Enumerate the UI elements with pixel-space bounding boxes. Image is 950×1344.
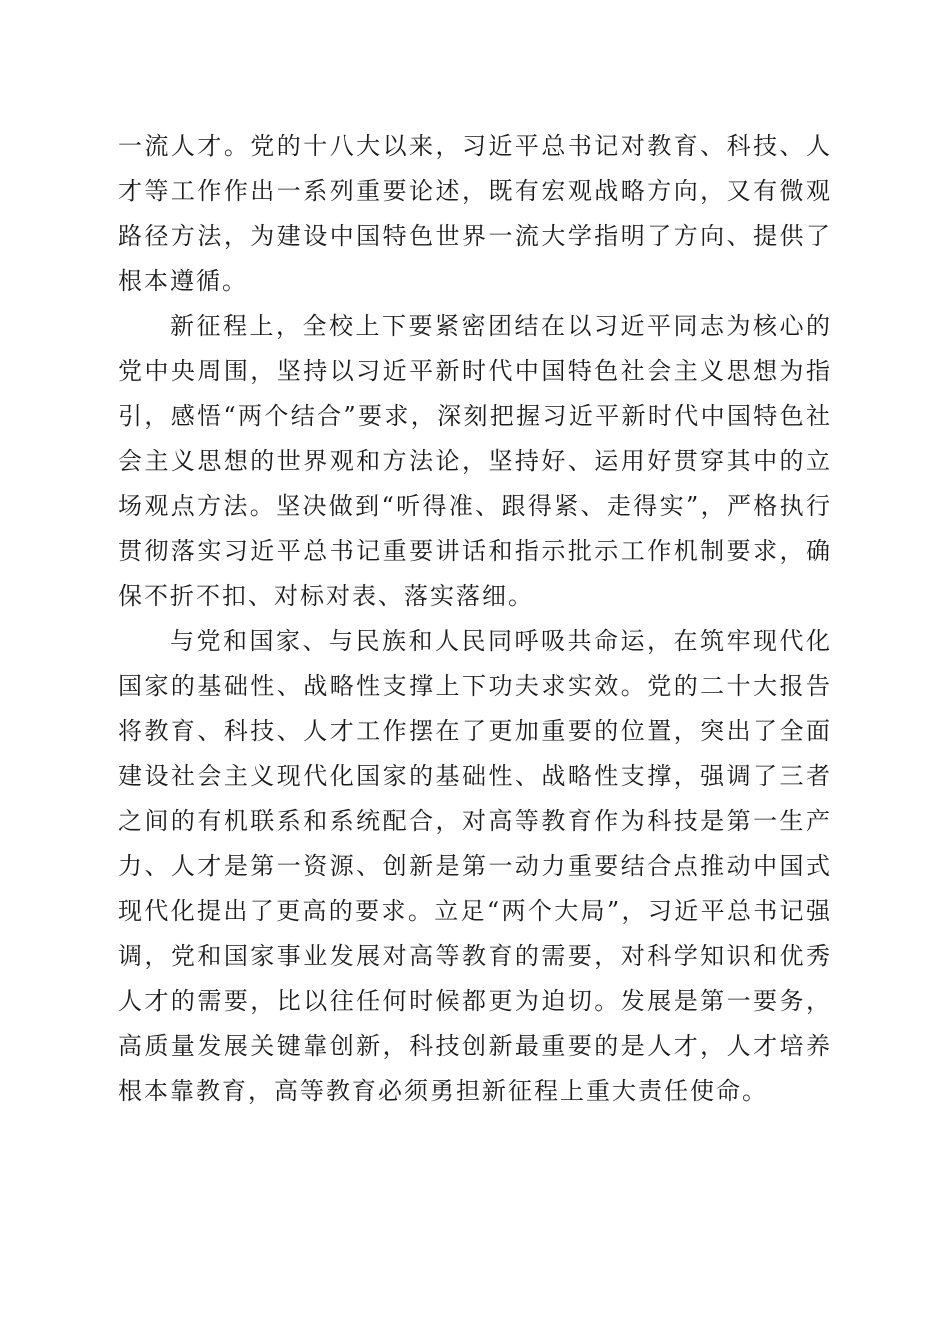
paragraph-new-journey: 新征程上，全校上下要紧密团结在以习近平同志为核心的党中央周围，坚持以习近平新时代中国特色社会主义思想为指引，感悟“两个结合”要求，深刻把握习近平新时代中国特色社会主义思想的世界观和方法论，坚持好、运用好贯穿其中的立场观点方法。坚决做到“听得准、跟得紧、走得实”，严格执行贯彻落实习近平总书记重要讲话和指示批示工作机制要求，确保不折不扣、对标对表、落实落细。	[118, 312, 832, 610]
document-page	[118, 124, 832, 1114]
paragraph-shared-destiny: 与党和国家、与民族和人民同呼吸共命运，在筑牢现代化国家的基础性、战略性支撑上下功夫求实效。党的二十大报告将教育、科技、人才工作摆在了更加重要的位置，突出了全面建设社会主义现代化国家的基础性、战略性支撑，强调了三者之间的有机联系和系统配合，对高等教育作为科技是第一生产力、人才是第一资源、创新是第一动力重要结合点推动中国式现代化提出了更高的要求。立足“两个大局”，习近平总书记强调，党和国家事业发展对高等教育的需要，对科学知识和优秀人才的需要，比以往任何时候都更为迫切。发展是第一要务，高质量发展关键靠创新，科技创新最重要的是人才，人才培养根本靠教育，高等教育必须勇担新征程上重大责任使命。	[118, 627, 832, 1105]
paragraph-continuation: 一流人才。党的十八大以来，习近平总书记对教育、科技、人才等工作作出一系列重要论述，既有宏观战略方向，又有微观路径方法，为建设中国特色世界一流大学指明了方向、提供了根本遵循。	[118, 132, 832, 295]
